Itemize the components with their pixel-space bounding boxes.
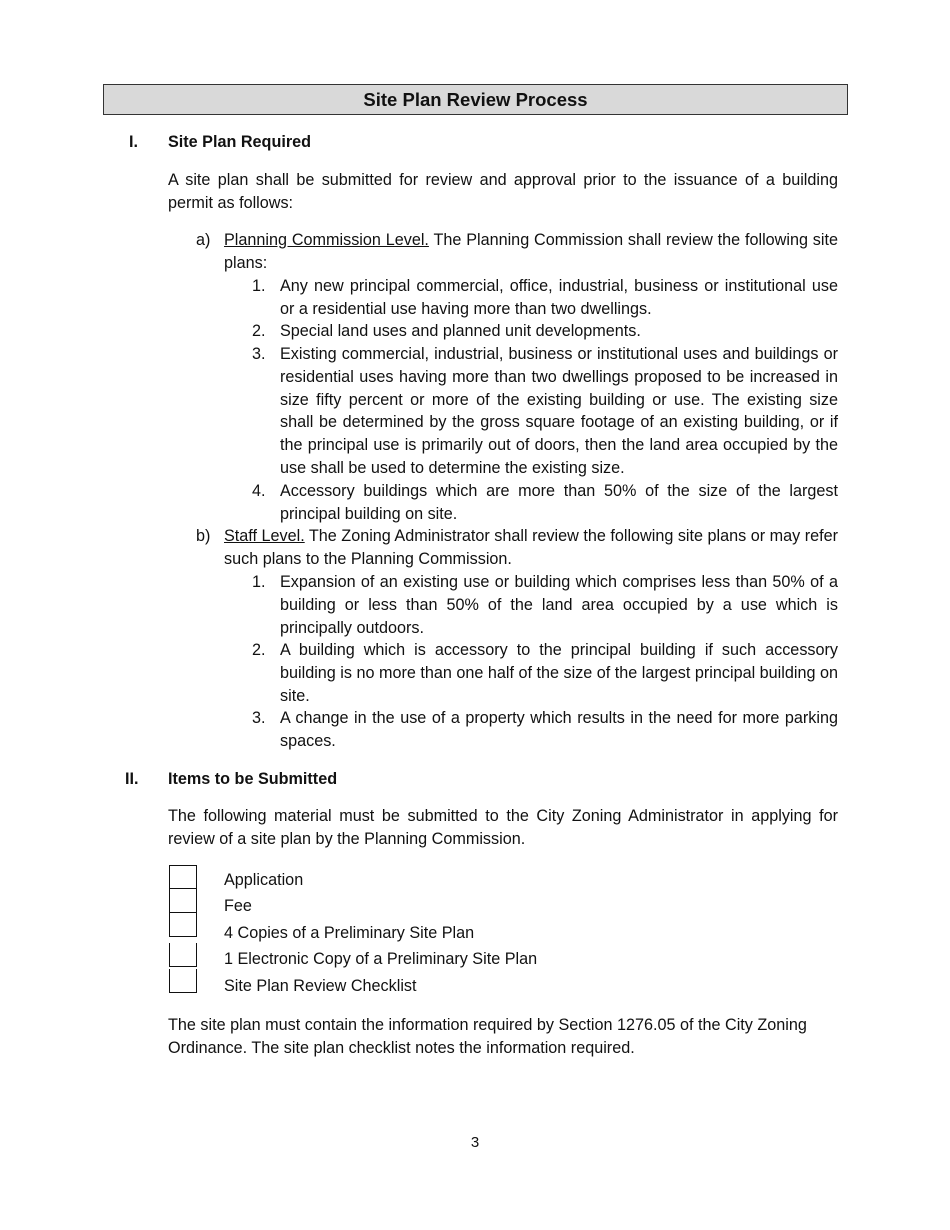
section-1-heading: Site Plan Required	[168, 133, 312, 151]
list-item-marker: 4.	[252, 482, 266, 500]
checklist-label: 4 Copies of a Preliminary Site Plan	[224, 924, 475, 942]
section-2-heading: Items to be Submitted	[168, 770, 338, 788]
checklist-label: Application	[224, 871, 304, 889]
item-b-body: The Zoning Administrator shall review the following site plans or may refer such plans to the Planning Commission.	[224, 527, 838, 568]
section-2-number: II.	[125, 770, 139, 788]
list-item: Special land uses and planned unit developments.	[280, 322, 641, 340]
list-item-marker: 3.	[252, 345, 266, 363]
list-item-marker: 2.	[252, 322, 266, 340]
checklist-checkbox[interactable]	[169, 889, 197, 913]
list-item: Existing commercial, industrial, business or institutional uses and buildings or residential uses having more than two dwellings proposed to be increased in size fifty percent or more of the existing building or use. The existing size shall be determined by the gross square footage of an existing building, or if the principal use is primarily out of doors, then the land area occupied by the use shall be used to determine the existing size.	[280, 345, 838, 477]
section-1-number: I.	[129, 133, 138, 151]
checklist-checkbox[interactable]	[169, 913, 197, 937]
list-item: A change in the use of a property which results in the need for more parking spaces.	[280, 709, 838, 750]
list-item-marker: 1.	[252, 573, 266, 591]
list-item-marker: 3.	[252, 709, 266, 727]
list-item: Expansion of an existing use or building which comprises less than 50% of a building or less than 50% of the land area occupied by a use which is principally outdoors.	[280, 573, 838, 637]
item-a-marker: a)	[196, 231, 211, 249]
list-item: Accessory buildings which are more than 50% of the size of the largest principal building on site.	[280, 482, 838, 523]
section-2-closing: The site plan must contain the information required by Section 1276.05 of the City Zoning Ordinance. The site plan checklist notes the information required.	[168, 1016, 807, 1057]
list-item: Any new principal commercial, office, industrial, business or institutional use or a residential use having more than two dwellings.	[280, 277, 838, 318]
item-b-text	[224, 525, 838, 571]
list-item-marker: 2.	[252, 641, 266, 659]
checklist-label: Fee	[224, 897, 252, 915]
list-item-marker: 1.	[252, 277, 266, 295]
page-title: Site Plan Review Process	[103, 84, 848, 115]
checklist-label: 1 Electronic Copy of a Preliminary Site Plan	[224, 950, 538, 968]
checklist-checkbox[interactable]	[169, 865, 197, 889]
page-number: 3	[470, 1134, 480, 1151]
item-b-marker: b)	[196, 527, 211, 545]
checklist-checkbox[interactable]	[169, 943, 197, 967]
checklist-label: Site Plan Review Checklist	[224, 977, 417, 995]
section-2-intro: The following material must be submitted to the City Zoning Administrator in applying for review of a site plan by the Planning Commission.	[168, 807, 838, 848]
checklist-checkbox[interactable]	[169, 969, 197, 993]
item-a-body: The Planning Commission shall review the following site plans:	[224, 231, 838, 272]
section-1-intro: A site plan shall be submitted for review and approval prior to the issuance of a building permit as follows:	[168, 171, 838, 212]
item-b-label: Staff Level.	[224, 527, 305, 545]
item-a-text	[224, 229, 838, 275]
item-a-label: Planning Commission Level.	[224, 231, 429, 249]
list-item: A building which is accessory to the principal building if such accessory building is no more than one half of the size of the largest principal building on site.	[280, 641, 838, 705]
